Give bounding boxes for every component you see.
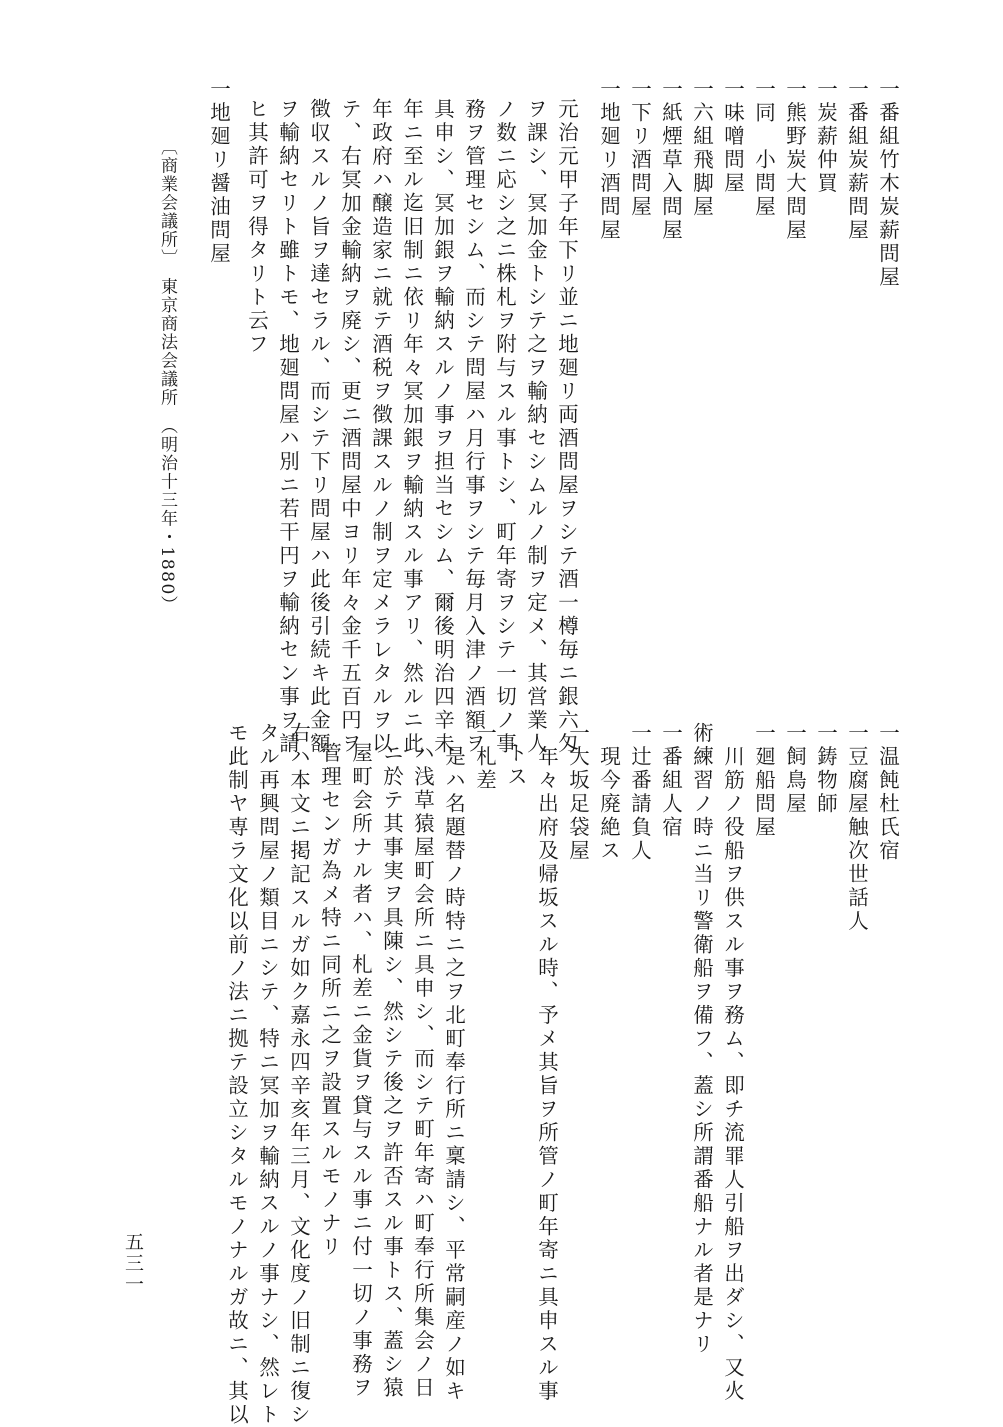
text-column: 徴収スルノ旨ヲ達セラル、而シテ下リ問屋ハ此後引続キ此金額 (306, 98, 331, 756)
text-column: 年政府ハ醸造家ニ就テ酒税ヲ徴課スルノ制ヲ定メラレタルヲ以 (368, 98, 393, 756)
text-column: 管理センガ為メ特ニ同所ニ之ヲ設置スルモノナリ (317, 742, 342, 1259)
text-column: 一飼鳥屋 (782, 722, 807, 816)
text-column: 一辻番請負人 (627, 722, 652, 863)
text-column: 屋町会所ナル者ハ、札差ニ金貨ヲ貸与スル事ニ付一切ノ事務ヲ (348, 742, 373, 1400)
text-column: 川筋ノ役船ヲ供スル事ヲ務ム、即チ流罪人引船ヲ出ダシ、又火 (720, 722, 745, 1404)
text-column: 一紙煙草入問屋 (658, 78, 683, 243)
text-column: 一熊野炭大問屋 (782, 78, 807, 243)
text-column: モ此制ヤ専ラ文化以前ノ法ニ拠テ設立シタルモノナルガ故ニ、其以 (224, 722, 249, 1427)
text-column: ヲ輸納セリト雖トモ、地廻問屋ハ別ニ若干円ヲ輸納セン事ヲ請 (275, 98, 300, 756)
text-column: 一番組人宿 (658, 722, 683, 840)
text-column: 一廻船問屋 (751, 722, 776, 840)
text-column: 一温飩杜氏宿 (875, 722, 900, 863)
text-column: 一六組飛脚屋 (689, 78, 714, 219)
text-column: 元治元甲子年下リ並ニ地廻リ両酒問屋ヲシテ酒一樽毎ニ銀六匁 (554, 98, 579, 756)
text-column: 一下リ酒問屋 (627, 78, 652, 219)
text-column: 一味噌問屋 (720, 78, 745, 196)
text-column: 一地廻リ酒問屋 (596, 78, 621, 243)
page-number: 五三一 (122, 1232, 144, 1295)
text-column: 右ハ本文ニ掲記スルガ如ク嘉永四辛亥年三月、文化度ノ旧制ニ復シ (286, 722, 311, 1427)
text-column: 一番組炭薪問屋 (844, 78, 869, 243)
text-column: 一豆腐屋触次世話人 (844, 722, 869, 934)
text-column: ハ浅草猿屋町会所ニ具申シ、而シテ町年寄ハ町奉行所集会ノ日 (410, 742, 435, 1400)
text-column: 年々出府及帰坂スル時、予メ其旨ヲ所管ノ町年寄ニ具申スル事 (534, 722, 559, 1404)
text-column: 現今廃絶ス (596, 722, 621, 863)
text-column: テ、右冥加金輸納ヲ廃シ、更ニ酒問屋中ヨリ年々金千五百円ヲ (337, 98, 362, 756)
text-column: ニ於テ其事実ヲ具陳シ、然シテ後之ヲ許否スル事トス、蓋シ猿 (379, 742, 404, 1400)
text-column: 年ニ至ル迄旧制ニ依リ年々冥加銀ヲ輸納スル事アリ、然ルニ此 (399, 98, 424, 756)
text-column: 一大坂足袋屋 (565, 722, 590, 863)
text-column: トス (503, 742, 528, 789)
text-column: 一地廻リ醤油問屋 (206, 78, 231, 266)
source-note: 〔商業会議所〕 東京商法会議所 （明治十三年・1880） (157, 138, 177, 615)
text-column: 一番組竹木炭薪問屋 (875, 78, 900, 290)
text-column: タル再興問屋ノ類目ニシテ、特ニ冥加ヲ輸納スルノ事ナシ、然レト (255, 722, 280, 1427)
text-column: ヒ其許可ヲ得タリト云フ (244, 98, 269, 357)
text-column: 是ハ名題替ノ時特ニ之ヲ北町奉行所ニ稟請シ、平常嗣産ノ如キ (441, 722, 466, 1404)
text-column: 務ヲ管理セシム、而シテ問屋ハ月行事ヲシテ毎月入津ノ酒額ヲ (461, 98, 486, 756)
text-column: ノ数ニ応シ之ニ株札ヲ附与スル事トシ、町年寄ヲシテ一切ノ事 (492, 98, 517, 756)
text-column: 一炭薪仲買 (813, 78, 838, 196)
text-column: 一鋳物師 (813, 722, 838, 816)
text-column: 一札差 (472, 722, 497, 793)
text-column: 具申シ、冥加銀ヲ輸納スルノ事ヲ担当セシム、爾後明治四辛未 (430, 98, 455, 756)
text-column: ヲ課シ、冥加金トシテ之ヲ輸納セシムルノ制ヲ定メ、其営業人 (523, 98, 548, 756)
text-column: 一同 小問屋 (751, 78, 776, 219)
text-column: 術練習ノ時ニ当リ警衛船ヲ備フ、蓋シ所謂番船ナル者是ナリ (689, 722, 714, 1357)
